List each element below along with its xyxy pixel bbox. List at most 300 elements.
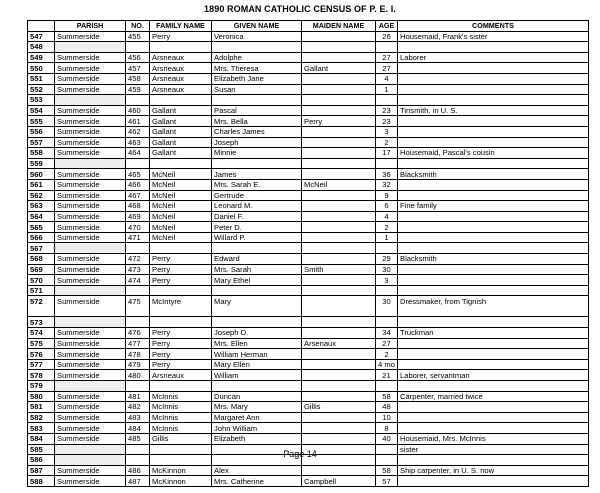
row-number-cell: 586	[28, 455, 55, 466]
age-cell: 17	[376, 148, 398, 159]
parish-cell	[55, 381, 126, 392]
age-cell: 3	[376, 275, 398, 286]
given-name-cell: Mary	[212, 296, 302, 317]
table-row	[28, 42, 589, 53]
maiden-name-cell	[302, 42, 376, 53]
family-name-cell: Perry	[150, 328, 212, 339]
family-number-cell: 473	[126, 264, 150, 275]
maiden-name-cell	[302, 243, 376, 254]
given-name-cell: Mrs. Sarah E.	[212, 179, 302, 190]
given-name-cell: William Herman	[212, 349, 302, 360]
table-row	[28, 402, 589, 413]
family-number-cell: 485	[126, 433, 150, 444]
maiden-name-cell	[302, 84, 376, 95]
maiden-name-cell	[302, 465, 376, 476]
parish-cell	[55, 95, 126, 106]
parish-cell: Summerside	[55, 391, 126, 402]
row-number-cell: 583	[28, 423, 55, 434]
table-row	[28, 391, 589, 402]
family-name-cell: Gallant	[150, 137, 212, 148]
table-row	[28, 433, 589, 444]
table-row	[28, 126, 589, 137]
age-cell: 57	[376, 476, 398, 487]
parish-cell	[55, 158, 126, 169]
row-number-cell: 554	[28, 105, 55, 116]
row-number-cell: 566	[28, 232, 55, 243]
maiden-name-cell	[302, 328, 376, 339]
age-cell: 58	[376, 391, 398, 402]
comments-cell	[398, 63, 589, 74]
row-number-cell: 551	[28, 73, 55, 84]
table-row	[28, 359, 589, 370]
given-name-cell: Leonard M.	[212, 201, 302, 212]
family-name-cell: Perry	[150, 31, 212, 42]
family-name-cell: McKinnon	[150, 465, 212, 476]
comments-cell: Housemaid, Pascal's cousin	[398, 148, 589, 159]
family-number-cell: 469	[126, 211, 150, 222]
family-number-cell: 475	[126, 296, 150, 317]
family-name-cell: Gallant	[150, 148, 212, 159]
family-number-cell: 466	[126, 179, 150, 190]
row-number-cell: 579	[28, 381, 55, 392]
comments-cell	[398, 264, 589, 275]
family-number-cell	[126, 243, 150, 254]
maiden-name-cell	[302, 232, 376, 243]
given-name-cell	[212, 381, 302, 392]
given-name-cell: Mrs. Catherine	[212, 476, 302, 487]
given-name-cell: Mrs. Sarah	[212, 264, 302, 275]
parish-cell	[55, 317, 126, 328]
maiden-name-cell	[302, 211, 376, 222]
maiden-name-cell	[302, 370, 376, 381]
age-cell: 8	[376, 423, 398, 434]
parish-cell: Summerside	[55, 179, 126, 190]
family-number-cell: 486	[126, 465, 150, 476]
column-header-maiden-name: MAIDEN NAME	[302, 21, 376, 32]
family-number-cell: 457	[126, 63, 150, 74]
parish-cell: Summerside	[55, 137, 126, 148]
comments-cell	[398, 42, 589, 53]
row-number-cell: 549	[28, 52, 55, 63]
family-number-cell: 481	[126, 391, 150, 402]
maiden-name-cell: Gallant	[302, 63, 376, 74]
parish-cell: Summerside	[55, 105, 126, 116]
family-name-cell	[150, 42, 212, 53]
parish-cell: Summerside	[55, 349, 126, 360]
given-name-cell: Edward	[212, 254, 302, 265]
maiden-name-cell	[302, 222, 376, 233]
table-row	[28, 476, 589, 487]
family-name-cell: Gallant	[150, 126, 212, 137]
row-number-cell: 578	[28, 370, 55, 381]
age-cell: 27	[376, 63, 398, 74]
given-name-cell: Susan	[212, 84, 302, 95]
table-row	[28, 338, 589, 349]
family-name-cell: McInnis	[150, 391, 212, 402]
family-number-cell: 461	[126, 116, 150, 127]
parish-cell: Summerside	[55, 254, 126, 265]
age-cell: 32	[376, 179, 398, 190]
comments-cell: Blacksmith	[398, 169, 589, 180]
age-cell: 34	[376, 328, 398, 339]
age-cell	[376, 381, 398, 392]
given-name-cell	[212, 95, 302, 106]
age-cell: 1	[376, 232, 398, 243]
column-header-parish: PARISH	[55, 21, 126, 32]
family-number-cell: 480	[126, 370, 150, 381]
column-header-age: AGE	[376, 21, 398, 32]
row-number-cell: 547	[28, 31, 55, 42]
maiden-name-cell	[302, 126, 376, 137]
comments-cell	[398, 381, 589, 392]
header-row	[28, 21, 589, 32]
row-number-cell: 588	[28, 476, 55, 487]
age-cell	[376, 42, 398, 53]
family-name-cell: Arsneaux	[150, 84, 212, 95]
row-number-cell: 563	[28, 201, 55, 212]
family-name-cell: McNeil	[150, 211, 212, 222]
table-row	[28, 211, 589, 222]
table-row	[28, 137, 589, 148]
parish-cell: Summerside	[55, 63, 126, 74]
row-number-cell: 574	[28, 328, 55, 339]
table-row	[28, 73, 589, 84]
row-number-cell: 582	[28, 412, 55, 423]
age-cell: 4	[376, 211, 398, 222]
row-number-cell: 556	[28, 126, 55, 137]
family-name-cell	[150, 317, 212, 328]
census-table	[27, 20, 589, 487]
comments-cell	[398, 116, 589, 127]
family-name-cell: Gillis	[150, 433, 212, 444]
comments-cell	[398, 126, 589, 137]
family-name-cell: McInnis	[150, 412, 212, 423]
parish-cell: Summerside	[55, 275, 126, 286]
maiden-name-cell	[302, 381, 376, 392]
given-name-cell: Joseph D.	[212, 328, 302, 339]
comments-cell	[398, 349, 589, 360]
table-row	[28, 285, 589, 296]
comments-cell: Blacksmith	[398, 254, 589, 265]
parish-cell: Summerside	[55, 359, 126, 370]
family-name-cell: Perry	[150, 254, 212, 265]
given-name-cell: Joseph	[212, 137, 302, 148]
family-number-cell: 463	[126, 137, 150, 148]
age-cell: 4	[376, 73, 398, 84]
table-row	[28, 317, 589, 328]
row-number-cell: 570	[28, 275, 55, 286]
table-row	[28, 232, 589, 243]
maiden-name-cell: Perry	[302, 116, 376, 127]
maiden-name-cell	[302, 137, 376, 148]
parish-cell: Summerside	[55, 190, 126, 201]
family-name-cell	[150, 285, 212, 296]
table-row	[28, 412, 589, 423]
comments-cell: Housemaid, Frank's sister	[398, 31, 589, 42]
parish-cell: Summerside	[55, 116, 126, 127]
family-name-cell: Arsneaux	[150, 370, 212, 381]
maiden-name-cell	[302, 148, 376, 159]
parish-cell: Summerside	[55, 328, 126, 339]
age-cell: 6	[376, 201, 398, 212]
comments-cell: sister	[398, 444, 589, 455]
family-name-cell: McNeil	[150, 179, 212, 190]
table-row	[28, 190, 589, 201]
row-number-cell: 559	[28, 158, 55, 169]
given-name-cell: Daniel F.	[212, 211, 302, 222]
age-cell: 40	[376, 433, 398, 444]
maiden-name-cell	[302, 412, 376, 423]
table-row	[28, 243, 589, 254]
table-row	[28, 381, 589, 392]
row-number-cell: 568	[28, 254, 55, 265]
row-number-cell: 575	[28, 338, 55, 349]
given-name-cell: Mrs. Ellen	[212, 338, 302, 349]
family-name-cell	[150, 158, 212, 169]
given-name-cell: Mary Ethel	[212, 275, 302, 286]
given-name-cell: Margaret Ann	[212, 412, 302, 423]
table-body	[28, 31, 589, 486]
given-name-cell: Charles James	[212, 126, 302, 137]
row-number-cell: 553	[28, 95, 55, 106]
given-name-cell: James	[212, 169, 302, 180]
age-cell: 26	[376, 31, 398, 42]
family-number-cell: 455	[126, 31, 150, 42]
parish-cell: Summerside	[55, 476, 126, 487]
row-number-cell: 581	[28, 402, 55, 413]
comments-cell: Dressmaker, from Tignish	[398, 296, 589, 317]
maiden-name-cell	[302, 296, 376, 317]
maiden-name-cell	[302, 52, 376, 63]
family-name-cell: McNeil	[150, 190, 212, 201]
row-number-cell: 576	[28, 349, 55, 360]
family-name-cell: Perry	[150, 359, 212, 370]
maiden-name-cell	[302, 169, 376, 180]
parish-cell: Summerside	[55, 370, 126, 381]
family-number-cell: 459	[126, 84, 150, 95]
comments-cell	[398, 423, 589, 434]
maiden-name-cell	[302, 423, 376, 434]
family-number-cell: 474	[126, 275, 150, 286]
table-row	[28, 169, 589, 180]
table-row	[28, 275, 589, 286]
maiden-name-cell	[302, 359, 376, 370]
table-row	[28, 349, 589, 360]
given-name-cell: Gertrude	[212, 190, 302, 201]
family-number-cell: 464	[126, 148, 150, 159]
maiden-name-cell	[302, 433, 376, 444]
row-number-cell: 572	[28, 296, 55, 317]
maiden-name-cell	[302, 275, 376, 286]
maiden-name-cell: Smith	[302, 264, 376, 275]
family-number-cell: 487	[126, 476, 150, 487]
row-number-cell: 562	[28, 190, 55, 201]
row-number-cell: 573	[28, 317, 55, 328]
maiden-name-cell	[302, 285, 376, 296]
comments-cell	[398, 402, 589, 413]
maiden-name-cell	[302, 95, 376, 106]
family-name-cell: McInnis	[150, 423, 212, 434]
family-number-cell: 483	[126, 412, 150, 423]
family-number-cell: 462	[126, 126, 150, 137]
row-number-cell: 548	[28, 42, 55, 53]
family-name-cell: McNeil	[150, 222, 212, 233]
maiden-name-cell: Campbell	[302, 476, 376, 487]
family-number-cell: 467	[126, 190, 150, 201]
comments-cell: Fine family	[398, 201, 589, 212]
age-cell: 3	[376, 126, 398, 137]
maiden-name-cell	[302, 158, 376, 169]
age-cell: 23	[376, 116, 398, 127]
family-number-cell: 468	[126, 201, 150, 212]
age-cell: 2	[376, 137, 398, 148]
document-title: 1890 ROMAN CATHOLIC CENSUS OF P. E. I.	[204, 4, 396, 14]
parish-cell: Summerside	[55, 84, 126, 95]
row-number-cell: 587	[28, 465, 55, 476]
maiden-name-cell	[302, 73, 376, 84]
row-number-cell: 560	[28, 169, 55, 180]
parish-cell: Summerside	[55, 402, 126, 413]
table-row	[28, 116, 589, 127]
row-number-cell: 552	[28, 84, 55, 95]
row-number-cell: 571	[28, 285, 55, 296]
family-name-cell: McNeil	[150, 232, 212, 243]
comments-cell	[398, 95, 589, 106]
table-row	[28, 52, 589, 63]
comments-cell	[398, 222, 589, 233]
table-row	[28, 222, 589, 233]
parish-cell: Summerside	[55, 222, 126, 233]
given-name-cell	[212, 317, 302, 328]
parish-cell: Summerside	[55, 73, 126, 84]
maiden-name-cell	[302, 254, 376, 265]
parish-cell: Summerside	[55, 232, 126, 243]
maiden-name-cell: McNeil	[302, 179, 376, 190]
parish-cell: Summerside	[55, 211, 126, 222]
comments-cell	[398, 190, 589, 201]
age-cell	[376, 95, 398, 106]
family-name-cell	[150, 243, 212, 254]
maiden-name-cell	[302, 190, 376, 201]
row-number-cell: 558	[28, 148, 55, 159]
family-number-cell: 478	[126, 349, 150, 360]
age-cell: 30	[376, 264, 398, 275]
age-cell: 4 mo	[376, 359, 398, 370]
comments-cell	[398, 211, 589, 222]
family-name-cell: Perry	[150, 349, 212, 360]
table-row	[28, 264, 589, 275]
table-row	[28, 465, 589, 476]
age-cell: 21	[376, 370, 398, 381]
comments-cell	[398, 232, 589, 243]
family-number-cell: 482	[126, 402, 150, 413]
family-name-cell: McNeil	[150, 169, 212, 180]
comments-cell: Ship carpenter, in U. S. now	[398, 465, 589, 476]
table-row	[28, 201, 589, 212]
row-number-cell: 550	[28, 63, 55, 74]
family-number-cell	[126, 95, 150, 106]
column-header-family-name: FAMILY NAME	[150, 21, 212, 32]
parish-cell: Summerside	[55, 338, 126, 349]
given-name-cell	[212, 285, 302, 296]
comments-cell	[398, 158, 589, 169]
age-cell	[376, 158, 398, 169]
age-cell: 29	[376, 254, 398, 265]
family-number-cell: 472	[126, 254, 150, 265]
age-cell: 23	[376, 105, 398, 116]
given-name-cell: John William	[212, 423, 302, 434]
parish-cell: Summerside	[55, 31, 126, 42]
comments-cell	[398, 338, 589, 349]
comments-cell: Laborer	[398, 52, 589, 63]
table-row	[28, 63, 589, 74]
family-name-cell: McNeil	[150, 201, 212, 212]
given-name-cell: Adolphe	[212, 52, 302, 63]
table-row	[28, 158, 589, 169]
maiden-name-cell	[302, 317, 376, 328]
maiden-name-cell: Gillis	[302, 402, 376, 413]
parish-cell: Summerside	[55, 148, 126, 159]
column-header-row-number	[28, 21, 55, 32]
comments-cell: Truckman	[398, 328, 589, 339]
age-cell: 27	[376, 52, 398, 63]
comments-cell: Carpenter, married twice	[398, 391, 589, 402]
maiden-name-cell: Arsenaux	[302, 338, 376, 349]
family-number-cell: 460	[126, 105, 150, 116]
table-row	[28, 254, 589, 265]
parish-cell	[55, 285, 126, 296]
comments-cell	[398, 137, 589, 148]
family-name-cell: Arsneaux	[150, 73, 212, 84]
family-name-cell: McKinnon	[150, 476, 212, 487]
family-number-cell: 479	[126, 359, 150, 370]
column-header-no: NO.	[126, 21, 150, 32]
parish-cell: Summerside	[55, 201, 126, 212]
given-name-cell: Elizabeth Jane	[212, 73, 302, 84]
family-name-cell	[150, 381, 212, 392]
family-name-cell: Perry	[150, 264, 212, 275]
given-name-cell	[212, 243, 302, 254]
comments-cell	[398, 243, 589, 254]
family-number-cell	[126, 42, 150, 53]
parish-cell: Summerside	[55, 433, 126, 444]
row-number-cell: 567	[28, 243, 55, 254]
row-number-cell: 580	[28, 391, 55, 402]
row-number-cell: 585	[28, 444, 55, 455]
row-number-cell: 577	[28, 359, 55, 370]
family-number-cell	[126, 381, 150, 392]
table-row	[28, 296, 589, 317]
row-number-cell: 557	[28, 137, 55, 148]
family-number-cell: 465	[126, 169, 150, 180]
given-name-cell	[212, 158, 302, 169]
family-number-cell: 471	[126, 232, 150, 243]
comments-cell: Tinsmith, in U. S.	[398, 105, 589, 116]
family-number-cell	[126, 285, 150, 296]
age-cell: 30	[376, 296, 398, 317]
family-number-cell: 470	[126, 222, 150, 233]
comments-cell	[398, 476, 589, 487]
page-number: Page 14	[283, 449, 317, 459]
row-number-cell: 565	[28, 222, 55, 233]
family-name-cell: Gallant	[150, 116, 212, 127]
family-name-cell	[150, 95, 212, 106]
row-number-cell: 564	[28, 211, 55, 222]
family-name-cell: Perry	[150, 275, 212, 286]
given-name-cell: Duncan	[212, 391, 302, 402]
age-cell: 27	[376, 338, 398, 349]
given-name-cell: Veronica	[212, 31, 302, 42]
